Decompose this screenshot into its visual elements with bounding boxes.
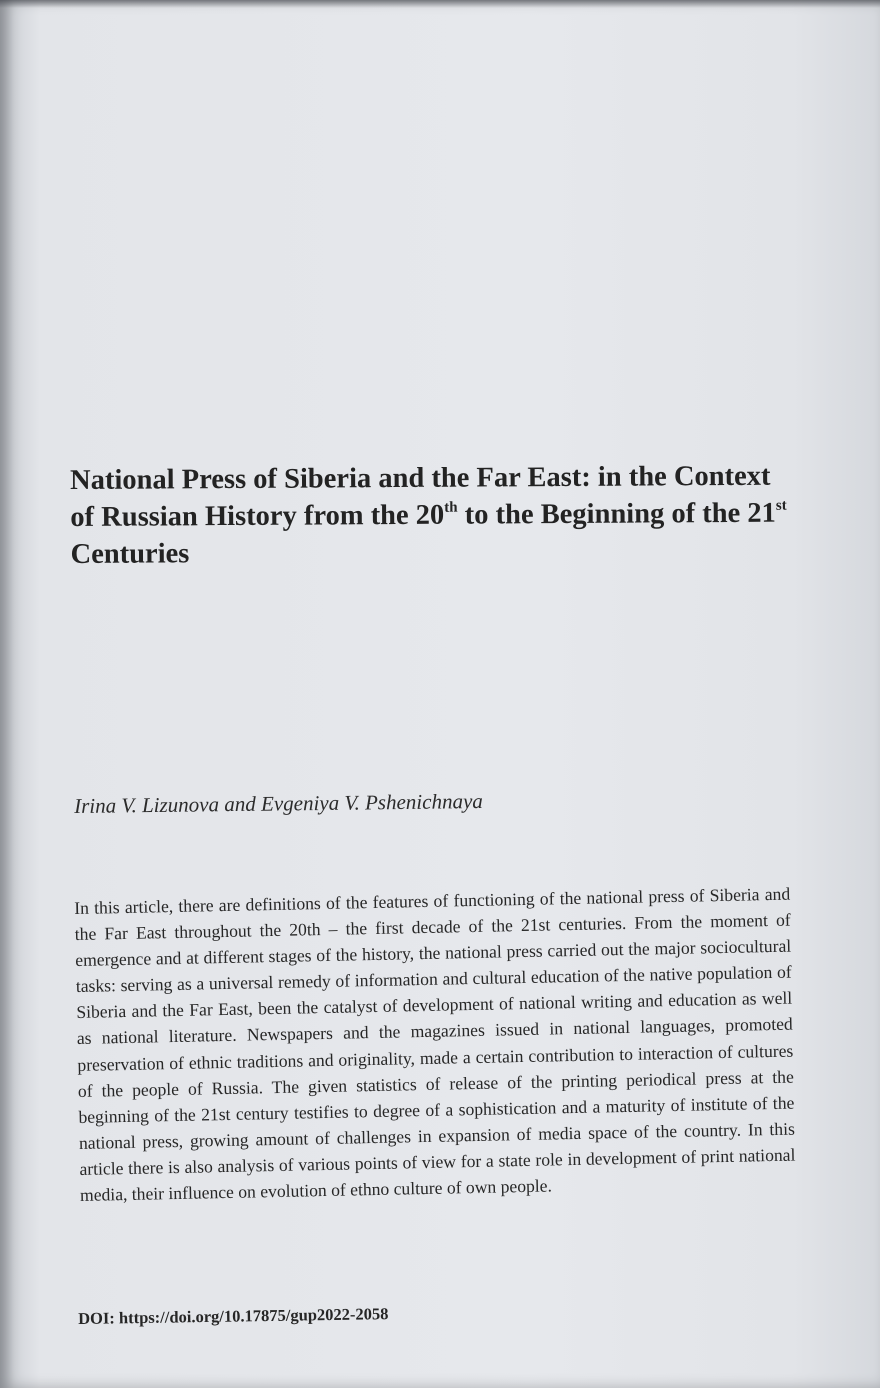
title-text-part-2: to the Beginning of the 21 [457,497,776,531]
title-text-part-3: Centuries [70,538,190,570]
article-abstract: In this article, there are definitions of the features of functioning of the national press of Siberia and the Far East throughout the 20th – the first decade of the 21st centuries. From the moment of emergence and at different stages of the history, the national press carried out the major sociocultural tasks: serving as a universal remedy of information and cultural education of the native population of Siberia and the Far East, been the catalyst of development of national writing and education as well as national literature. Newspapers and the magazines issued in national languages, promoted preservation of ethnic traditions and originality, made a certain contribution to interaction of cultures of the people of Russia. The given statistics of release of the printing periodical press at the beginning of the 21st century testifies to degree of a sophistication and a maturity of institute of the national press, growing amount of challenges in expansion of media space of the country. In this article there is also analysis of various points of view for a state role in development of print national media, their influence on evolution of ethno culture of own people. [74,883,796,1205]
article-authors: Irina V. Lizunova and Evgeniya V. Pshenichnaya [74,789,483,818]
title-text-part-1: National Press of Siberia and the Far East: in the Context of Russian History from the 20 [70,460,771,533]
title-superscript-st: st [775,497,787,514]
article-title [70,458,791,573]
title-superscript-th: th [444,499,458,516]
article-doi: DOI: https://doi.org/10.17875/gup2022-2058 [78,1304,389,1328]
